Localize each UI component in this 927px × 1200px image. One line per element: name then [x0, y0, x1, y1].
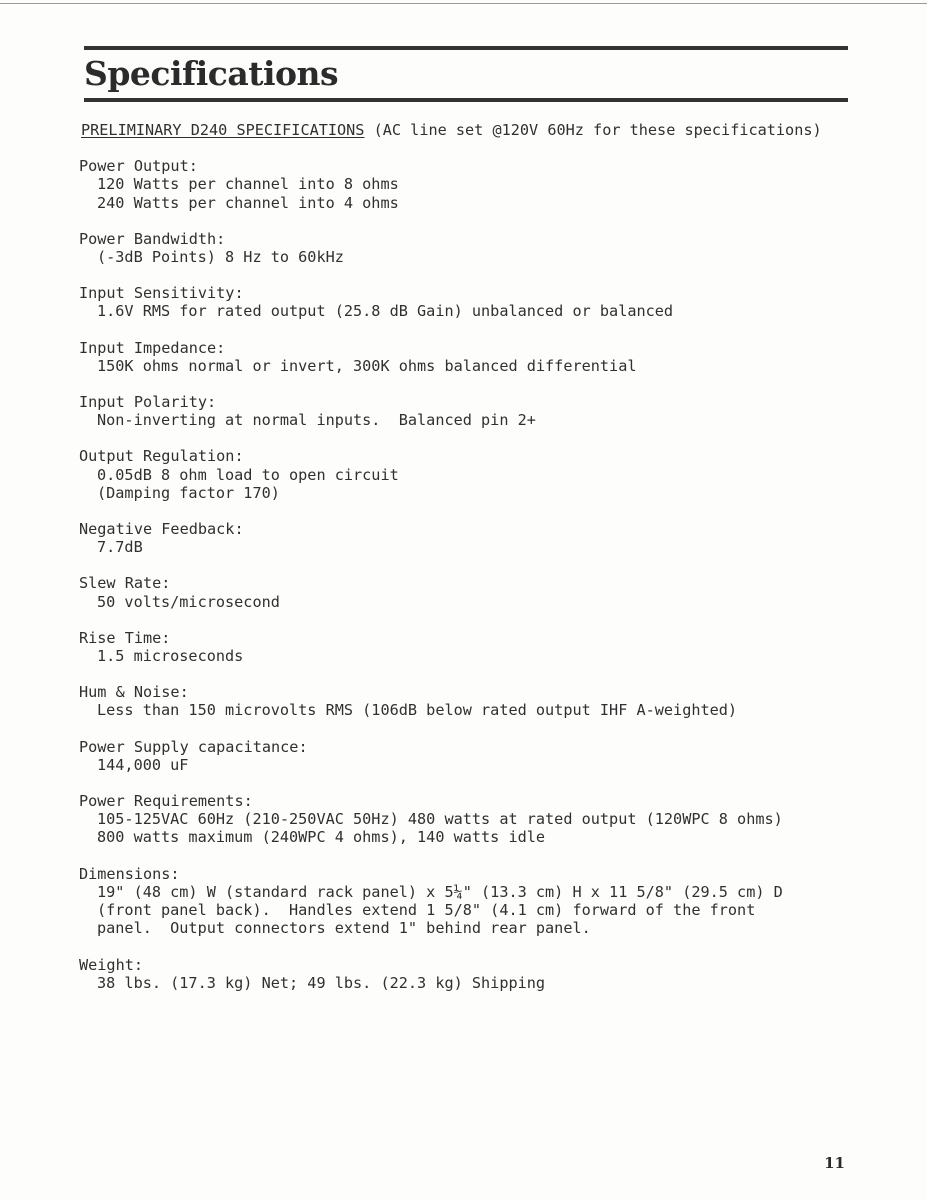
spec-label: Output Regulation:: [79, 447, 244, 466]
spec-value-line: 50 volts/microsecond: [97, 592, 280, 611]
specifications-intro-note: (AC line set @120V 60Hz for these specifications): [364, 121, 822, 139]
page-title: Specifications: [84, 54, 339, 93]
spec-label: Power Output:: [79, 157, 198, 176]
spec-label: Weight:: [79, 955, 144, 974]
page-number: 11: [824, 1154, 845, 1172]
spec-list: [79, 157, 879, 992]
spec-value-line: 800 watts maximum (240WPC 4 ohms), 140 watts idle: [97, 828, 546, 847]
spec-value-line: panel. Output connectors extend 1" behind rear panel.: [97, 919, 591, 938]
spec-item: [79, 792, 879, 847]
spec-item: [79, 284, 879, 320]
spec-value-line: 120 Watts per channel into 8 ohms: [97, 175, 399, 194]
spec-label: Dimensions:: [79, 864, 180, 883]
spec-label: Hum & Noise:: [79, 683, 189, 702]
spec-value-line: (front panel back). Handles extend 1 5/8" (4.1 cm) forward of the front: [97, 901, 756, 920]
spec-item: [79, 230, 879, 266]
spec-value-line: Non-inverting at normal inputs. Balanced pin 2+: [97, 411, 536, 430]
spec-value-line: 0.05dB 8 ohm load to open circuit: [97, 465, 399, 484]
spec-value-line: 19" (48 cm) W (standard rack panel) x 5¼" (13.3 cm) H x 11 5/8" (29.5 cm) D: [97, 882, 783, 901]
specifications-intro-heading: PRELIMINARY D240 SPECIFICATIONS: [81, 121, 365, 139]
spec-value-line: 38 lbs. (17.3 kg) Net; 49 lbs. (22.3 kg) Shipping: [97, 973, 546, 992]
spec-item: [79, 393, 879, 429]
spec-item: [79, 339, 879, 375]
spec-label: Input Sensitivity:: [79, 284, 244, 303]
spec-value-line: 1.6V RMS for rated output (25.8 dB Gain) unbalanced or balanced: [97, 302, 674, 321]
spec-label: Input Impedance:: [79, 338, 226, 357]
page-top-rule: [0, 3, 927, 4]
spec-label: Rise Time:: [79, 628, 171, 647]
spec-value-line: 1.5 microseconds: [97, 647, 244, 666]
spec-item: [79, 520, 879, 556]
spec-value-line: 7.7dB: [97, 538, 143, 557]
spec-item: [79, 683, 879, 719]
spec-label: Input Polarity:: [79, 393, 217, 412]
spec-value-line: 150K ohms normal or invert, 300K ohms balanced differential: [97, 356, 637, 375]
spec-label: Power Bandwidth:: [79, 229, 226, 248]
spec-value-line: Less than 150 microvolts RMS (106dB below rated output IHF A-weighted): [97, 701, 738, 720]
spec-item: [79, 157, 879, 212]
spec-value-line: 105-125VAC 60Hz (210-250VAC 50Hz) 480 watts at rated output (120WPC 8 ohms): [97, 810, 783, 829]
spec-item: [79, 738, 879, 774]
spec-label: Power Requirements:: [79, 792, 253, 811]
spec-item: [79, 574, 879, 610]
spec-item: [79, 865, 879, 938]
specifications-body: [79, 121, 879, 1010]
spec-label: Negative Feedback:: [79, 520, 244, 539]
specifications-intro: [81, 121, 879, 139]
title-rule-bottom: [84, 98, 848, 102]
spec-label: Power Supply capacitance:: [79, 737, 308, 756]
spec-value-line: 240 Watts per channel into 4 ohms: [97, 193, 399, 212]
spec-item: [79, 447, 879, 502]
spec-value-line: (-3dB Points) 8 Hz to 60kHz: [97, 248, 344, 267]
title-rule-top: [84, 46, 848, 50]
spec-value-line: (Damping factor 170): [97, 483, 280, 502]
spec-value-line: 144,000 uF: [97, 755, 189, 774]
spec-item: [79, 629, 879, 665]
spec-item: [79, 956, 879, 992]
spec-label: Slew Rate:: [79, 574, 171, 593]
